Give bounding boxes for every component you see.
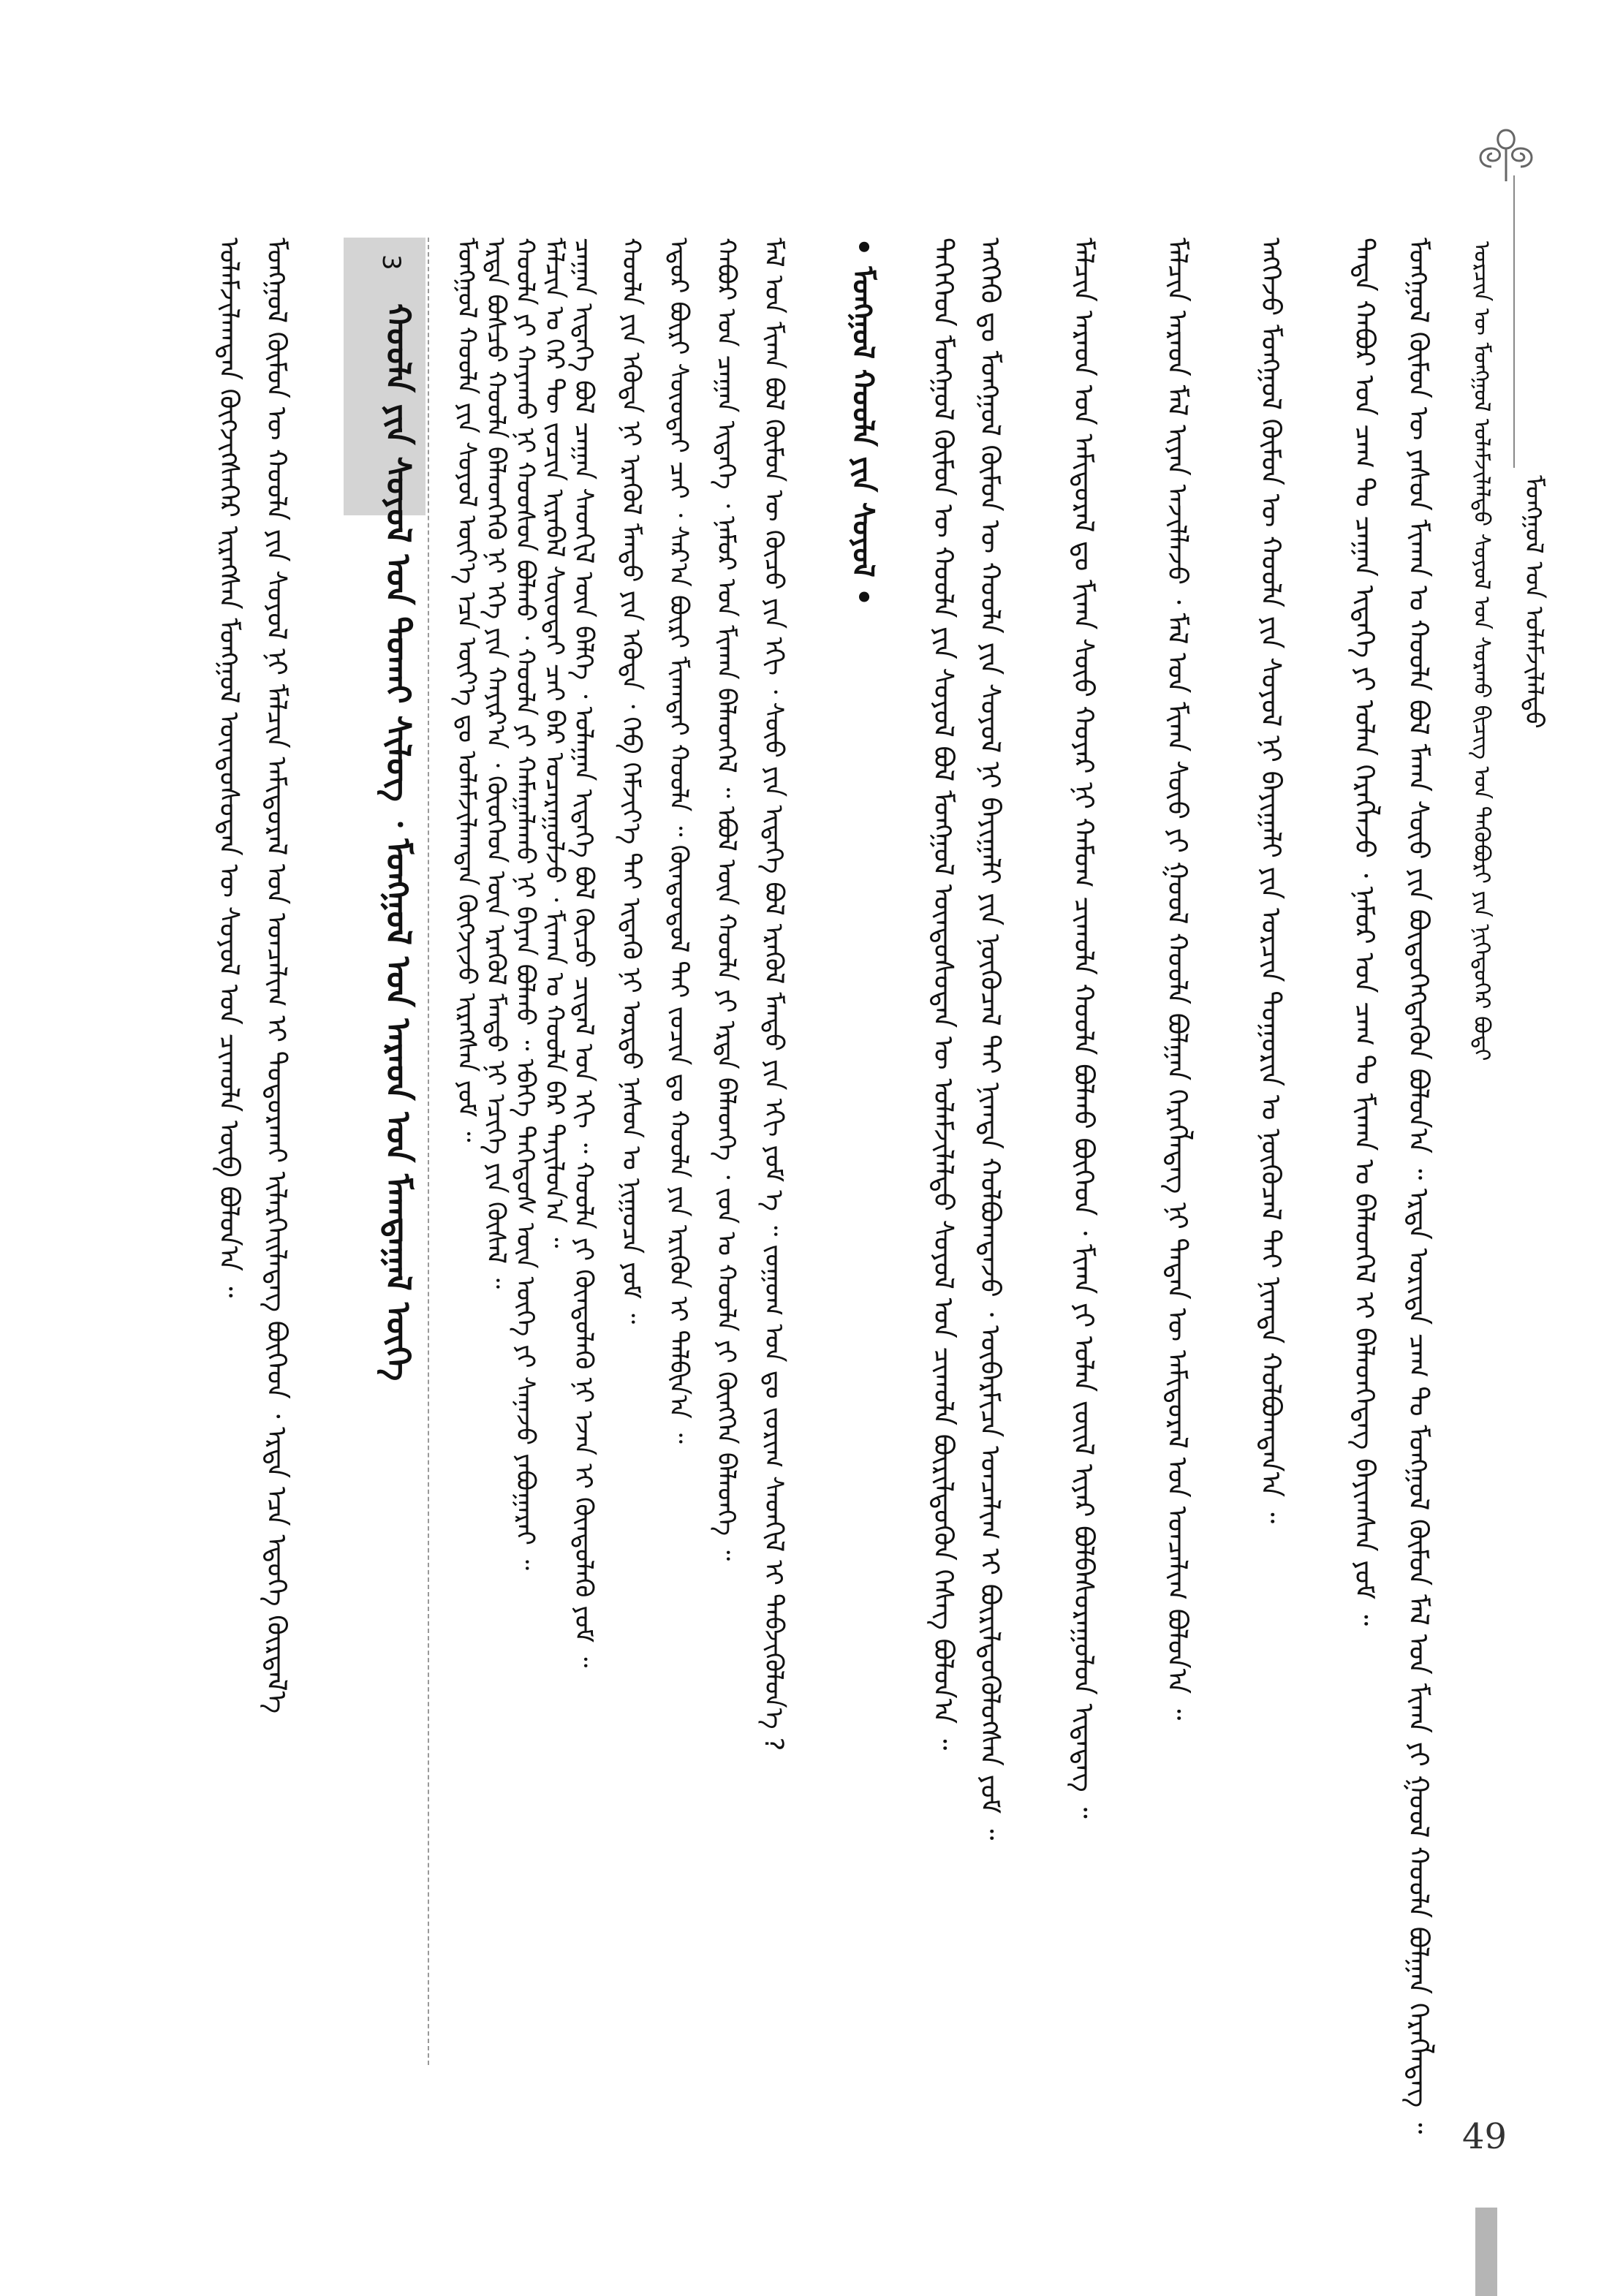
bullet-heading: • ᠮᠣᠩᠭᠣᠯ ᠬᠣᠣᠯᠠ ᠶᠢᠨ ᠰᠣᠶᠣᠯ • [846,238,879,607]
verse-line: ᠮᠣᠩᠭᠣᠯ ᠬᠣᠣᠯᠠ ᠶᠢᠨ ᠰᠣᠶᠣᠯ ᠦᠶ᠎ᠡ ᠡᠴᠡ ᠦᠶ᠎ᠡ ᠳᠤ ᠤᠯᠠᠮᠵᠢᠯᠠᠭᠳᠠᠨ ᠬᠥᠭᠵᠢᠵᠦ ᠢᠷᠡᠭᠰᠡᠨ ᠶᠤᠮ ᠃ [452,238,481,1143]
verse-line: ᠡᠷᠲᠡ ᠪᠣᠰᠴᠤ ᠬᠣᠣᠯᠠ ᠪᠡᠯᠡᠳᠬᠡᠬᠦ ᠨᠢ ᠡᠬᠡ ᠶᠢᠨ ᠬᠠᠶᠢᠷ᠎ᠠ ᠂ ᠬᠦᠦᠬᠡᠳ ᠦᠨ ᠡᠷᠡᠭᠦᠯ ᠮᠡᠨᠳᠦ ᠨᠢ ᠡᠴᠢᠭᠡ ᠶᠢᠨ ᠬᠦᠰᠡᠯ ᠃ [481,238,510,1289]
paragraph-line: ᠲᠡᠳᠡ ᠬᠠᠪᠤᠷ ᠤᠨ ᠴᠠᠭ ᠲᠤ ᠴᠠᠭᠠᠨ ᠢᠳᠡᠭᠡ ᠶᠢ ᠣᠯᠠᠨ ᠬᠡᠷᠡᠭᠯᠡᠵᠦ ᠂ ᠨᠠᠮᠤᠷ ᠤᠨ ᠴᠠᠭ ᠲᠤ ᠮᠢᠬᠠᠨ ᠤ ᠪᠡᠯᠡᠳᠬᠡᠯ ᠢ ᠪᠡᠯᠡᠳᠬᠡᠳᠡᠭ ᠪᠠᠶᠢᠭᠰᠠᠨ ᠶᠤᠮ ᠃ [1349,238,1380,1626]
paragraph-line: ᠮᠠᠯᠴᠢᠨ ᠠᠷᠠᠳ ᠤᠨ ᠠᠮᠢᠳᠤᠷᠠᠯ ᠳᠤ ᠮᠢᠬᠠ ᠰᠦᠦ ᠬᠣᠶᠠᠷ ᠨᠢ ᠬᠠᠮᠤᠭ ᠴᠢᠬᠤᠯᠠ ᠬᠣᠣᠯᠠ ᠪᠣᠯᠬᠣ ᠪᠥᠭᠡᠳ ᠂ ᠮᠢᠬᠠ ᠶᠢ ᠣᠯᠠᠨ ᠵᠦᠢᠯ ᠢᠶᠡᠷ ᠪᠣᠯᠪᠠᠰᠤᠷᠠᠭᠤᠯᠤᠨ ᠢᠳᠡᠳᠡᠭ ᠃ [1068,238,1100,1819]
verse-line: ᠡᠳᠦᠷ ᠪᠦᠷᠢ ᠰᠦᠦᠲᠡᠢ ᠴᠠᠢ ᠂ ᠰᠠᠷ᠎ᠠ ᠪᠦᠷᠢ ᠮᠢᠬᠠᠲᠠᠢ ᠬᠣᠣᠯᠠ ᠃ ᠬᠦᠨᠳᠦᠳᠦᠯ ᠲᠠᠢ ᠵᠣᠴᠢᠨ ᠳᠤ ᠬᠣᠣᠯᠠ ᠶᠢᠨ ᠡᠷᠢᠭᠦᠨ ᠢ ᠲᠠᠯᠪᠢᠨ᠎ᠠ ᠃ [664,238,693,1444]
section-title: ᠬᠣᠣᠯᠠ ᠶᠢᠨ ᠰᠣᠶᠣᠯ ᠤᠨ ᠲᠣᠬᠠᠢ ᠰᠢᠯᠦᠭ ᠂ ᠮᠣᠩᠭᠣᠯ ᠤᠨ ᠠᠷᠠᠳ ᠤᠨ ᠮᠠᠭᠲᠠᠭᠠᠯ ᠦᠭᠡ [379,303,418,1382]
paragraph-line: ᠤᠯᠠᠮᠵᠢᠯᠠᠭᠳᠠᠨ ᠬᠥᠭᠵᠢᠭᠰᠡᠭᠡᠷ ᠢᠷᠡᠭᠰᠡᠨ ᠮᠣᠩᠭᠣᠯ ᠦᠨᠳᠦᠰᠦᠲᠡᠨ ᠦ ᠰᠣᠶᠣᠯ ᠤᠨ ᠴᠢᠬᠤᠯᠠ ᠥᠪ ᠪᠣᠯᠤᠨ᠎ᠠ ᠃ [213,238,245,1298]
verse-line: ᠮᠠᠯ ᠤᠨ ᠮᠢᠬᠠ ᠪᠣᠯ ᠬᠦᠮᠦᠨ ᠦ ᠬᠦᠴᠦ ᠶᠢᠨ ᠡᠬᠢ ᠂ ᠰᠦᠦ ᠶᠢᠨ ᠢᠳᠡᠭᠡ ᠪᠣᠯ ᠡᠷᠡᠭᠦᠯ ᠮᠡᠨᠳᠦ ᠶᠢᠨ ᠡᠬᠢ ᠶᠤᠮ ᠡ ᠃ ᠵᠣᠭᠣᠭ ᠣᠨ ᠳᠤ ᠵᠣᠷᠢᠭ ᠰᠡᠳᠬᠢᠯ ᠢ ᠳᠡᠪᠵᠢᠭᠦᠯᠦᠨ᠎ᠡ ? [759,238,788,1751]
verse-line: ᠬᠣᠣᠯᠠ ᠶᠢ ᠬᠠᠶᠠᠬᠤ ᠨᠢ ᠬᠣᠣᠰᠣᠨ ᠪᠣᠯᠬᠤ ᠂ ᠬᠣᠣᠯᠠ ᠶᠢ ᠬᠠᠮᠠᠭᠠᠯᠠᠬᠤ ᠨᠢ ᠪᠠᠶᠠᠨ ᠪᠣᠯᠬᠤ ᠃ ᠡᠪᠡᠭᠡ ᠳᠡᠭᠡᠳᠦᠰ ᠦᠨ ᠦᠭᠡ ᠶᠢ ᠰᠠᠨᠠᠵᠤ ᠶᠠᠪᠤᠭᠠᠷᠠᠢ ᠃ [510,238,540,1571]
page-number: 49 [1462,2116,1507,2157]
paragraph-line: ᠡᠩᠭᠡᠬᠦ ᠳᠤ ᠮᠣᠩᠭᠣᠯ ᠬᠦᠮᠦᠨ ᠦ ᠬᠣᠣᠯᠠ ᠶᠢᠨ ᠰᠣᠶᠣᠯ ᠨᠢ ᠪᠠᠶᠢᠭᠠᠯᠢ ᠶᠢᠨ ᠨᠥᠬᠦᠴᠡᠯ ᠲᠡᠶ ᠨᠢᠭᠲᠠ ᠬᠣᠯᠪᠣᠭᠳᠠᠵᠤ ᠂ ᠥᠪᠡᠷᠮᠢᠴᠡ ᠣᠨᠴᠠᠯᠢᠭ ᠢ ᠪᠦᠷᠢᠯᠳᠦᠭᠦᠯᠦᠭᠰᠡᠨ ᠶᠤᠮ ᠃ [975,238,1006,1841]
verse-line: ᠴᠠᠭᠠᠨ ᠢᠳᠡᠭᠡ ᠪᠣᠯ ᠴᠠᠭᠠᠨ ᠰᠡᠳᠬᠢᠯ ᠦᠨ ᠪᠡᠯᠭᠡ ᠂ ᠤᠯᠠᠭᠠᠨ ᠢᠳᠡᠭᠡ ᠪᠣᠯ ᠬᠦᠴᠦ ᠴᠢᠳᠠᠯ ᠤᠨ ᠡᠬᠢ ᠃ ᠬᠣᠣᠯᠠ ᠶᠢ ᠬᠦᠨᠳᠦᠯᠡᠬᠦ ᠨᠢ ᠡᠵᠡᠨ ᠢ ᠬᠦᠨᠳᠦᠯᠡᠬᠦ ᠶᠤᠮ ᠃ [569,238,598,1668]
paragraph-line: ᠮᠣᠩᠭᠣᠯ ᠬᠦᠮᠦᠨ ᠦ ᠬᠣᠣᠯᠠ ᠶᠢᠨ ᠰᠣᠶᠣᠯ ᠨᠢ ᠮᠠᠯᠴᠢᠨ ᠠᠮᠢᠳᠤᠷᠠᠯ ᠤᠨ ᠣᠨᠴᠠᠯᠢᠭ ᠢ ᠲᠣᠳᠣᠷᠬᠠᠶ ᠢᠯᠡᠷᠬᠡᠢᠯᠡᠳᠡᠭ ᠪᠥᠭᠡᠳ ᠂ ᠡᠷᠲᠡ ᠡᠴᠡ ᠡᠳᠦᠭᠡ ᠬᠦᠷᠲᠡᠯ᠎ᠡ [261,238,292,1714]
paragraph-line: ᠲᠡᠭᠡᠭᠡᠳ ᠮᠣᠩᠭᠣᠯ ᠬᠦᠮᠦᠨ ᠦ ᠬᠣᠣᠯᠠ ᠶᠢᠨ ᠰᠣᠶᠣᠯ ᠪᠣᠯ ᠮᠣᠩᠭᠣᠯ ᠦᠨᠳᠦᠰᠦᠲᠡᠨ ᠦ ᠤᠯᠠᠮᠵᠢᠯᠠᠯᠲᠤ ᠰᠣᠶᠣᠯ ᠤᠨ ᠴᠢᠬᠤᠯᠠ ᠪᠦᠷᠢᠯᠳᠦᠬᠦᠨ ᠬᠡᠰᠡᠭ ᠪᠣᠯᠤᠨ᠎ᠠ ᠃ [928,238,959,1751]
paragraph-line: ᠮᠠᠯᠴᠢᠨ ᠠᠷᠠᠳ ᠮᠠᠯ ᠢᠶᠠᠨ ᠠᠵᠢᠯᠯᠠᠵᠤ ᠂ ᠮᠠᠯ ᠤᠨ ᠮᠢᠬᠠ ᠰᠦᠦ ᠶᠢ ᠭᠣᠣᠯ ᠬᠣᠣᠯᠠ ᠪᠣᠯᠭᠠᠨ ᠬᠡᠷᠡᠭᠯᠡᠳᠡᠭ ᠨᠢ ᠲᠡᠳᠡᠨ ᠦ ᠠᠮᠢᠳᠤᠷᠠᠯ ᠤᠨ ᠣᠨᠴᠠᠯᠢᠭ ᠪᠣᠯᠤᠨ᠎ᠠ ᠃ [1162,238,1193,1721]
page-edge-bar [1475,2208,1497,2296]
header-rule [1513,175,1515,468]
paragraph-line: ᠮᠣᠩᠭᠣᠯ ᠬᠦᠮᠦᠨ ᠦ ᠶᠠᠰᠤᠨ ᠮᠢᠬᠠᠨ ᠤ ᠬᠣᠣᠯᠠ ᠪᠣᠯ ᠮᠠᠬᠠ ᠰᠦᠦ ᠶᠢᠨ ᠪᠦᠲᠦᠭᠡᠭᠳᠡᠬᠦᠨ ᠪᠣᠯᠤᠨ᠎ᠠ ᠃ ᠡᠷᠲᠡ ᠤᠷᠢᠳᠠ ᠴᠠᠭ ᠲᠤ ᠮᠣᠩᠭᠣᠯ ᠬᠦᠮᠦᠨ ᠮᠠᠯ ᠤᠨ ᠮᠢᠬᠠ ᠶᠢ ᠭᠣᠣᠯ ᠬᠣᠣᠯᠠ ᠪᠣᠯᠭᠠᠨ ᠬᠡᠷᠡᠭᠯᠡᠳᠡᠭ ᠃ [1403,238,1434,2134]
section-divider [428,238,429,2065]
verse-line: ᠬᠠᠪᠤᠷ ᠤᠨ ᠴᠠᠭᠠᠨ ᠢᠳᠡᠭᠡ ᠂ ᠨᠠᠮᠤᠷ ᠤᠨ ᠮᠢᠬᠠᠨ ᠪᠡᠯᠡᠳᠬᠡᠯ ᠃ ᠡᠪᠦᠯ ᠦᠨ ᠬᠣᠣᠯᠠ ᠶᠢ ᠡᠷᠲᠡ ᠪᠡᠯᠡᠳᠬᠡ ᠂ ᠵᠤᠨ ᠤ ᠬᠣᠣᠯᠠ ᠶᠢ ᠬᠥᠩᠭᠡᠨ ᠪᠡᠯᠡᠳᠬᠡ ᠃ [711,238,741,1561]
header-ornament-icon [1469,115,1543,181]
paragraph-line: ᠡᠩᠭᠡᠵᠦ ᠮᠣᠩᠭᠣᠯ ᠬᠦᠮᠦᠨ ᠦ ᠬᠣᠣᠯᠠ ᠶᠢᠨ ᠰᠣᠶᠣᠯ ᠨᠢ ᠪᠠᠶᠢᠭᠠᠯᠢ ᠶᠢᠨ ᠣᠷᠴᠢᠨ ᠲᠣᠭᠣᠷᠢᠨ ᠤ ᠨᠥᠬᠦᠴᠡᠯ ᠲᠡᠶ ᠨᠢᠭᠲᠠ ᠬᠣᠯᠪᠣᠭᠳᠠᠨ᠎ᠠ ᠃ [1255,238,1287,1524]
section-number: 3 [377,254,406,270]
verse-line: ᠮᠠᠯᠴᠢᠨ ᠤ ᠭᠡᠷ ᠲᠦ ᠵᠣᠴᠢᠨ ᠢᠷᠡᠪᠡᠯ ᠰᠦᠦᠲᠡᠢ ᠴᠠᠢ ᠪᠠᠷ ᠤᠴᠠᠷᠠᠭᠤᠯᠵᠤ ᠂ ᠮᠢᠬᠠᠨ ᠤ ᠬᠣᠣᠯᠠ ᠪᠠᠷ ᠳᠠᠶᠢᠯᠤᠨ᠎ᠠ ᠃ [540,238,569,1249]
verse-line: ᠬᠣᠣᠯᠠ ᠶᠢᠨ ᠡᠭᠦᠳᠡ ᠨᠢ ᠡᠷᠡᠭᠦᠯ ᠮᠡᠨᠳᠦ ᠶᠢᠨ ᠡᠭᠦᠳᠡ ᠂ ᠬᠡᠪ ᠬᠡᠮᠵᠢᠶ᠎ᠡ ᠲᠡᠶ ᠢᠳᠡᠬᠦ ᠨᠢ ᠤᠷᠲᠤ ᠨᠠᠰᠤᠨ ᠤ ᠨᠢᠭᠤᠴᠠ ᠶᠤᠮ ᠃ [616,238,646,1325]
header-subtitle: ᠣᠷᠴᠢᠨ ᠦ ᠮᠣᠩᠭᠣᠯ ᠤᠯᠠᠮᠵᠢᠯᠠᠯᠲᠤ ᠰᠣᠶᠣᠯ ᠤᠨ ᠰᠤᠷᠬᠤ ᠪᠢᠴᠢᠭ ᠤᠨ ᠲᠡᠭᠦᠪᠦᠷᠢ ᠶᠢᠨ ᠨᠢᠭᠡᠳᠦᠭᠡᠷ ᠪᠣᠲᠢ [1469,241,1494,1061]
header-title: ᠮᠣᠩᠭᠣᠯ ᠤᠨ ᠤᠯᠠᠮᠵᠢᠯᠠᠯᠲᠤ [1519,475,1548,729]
